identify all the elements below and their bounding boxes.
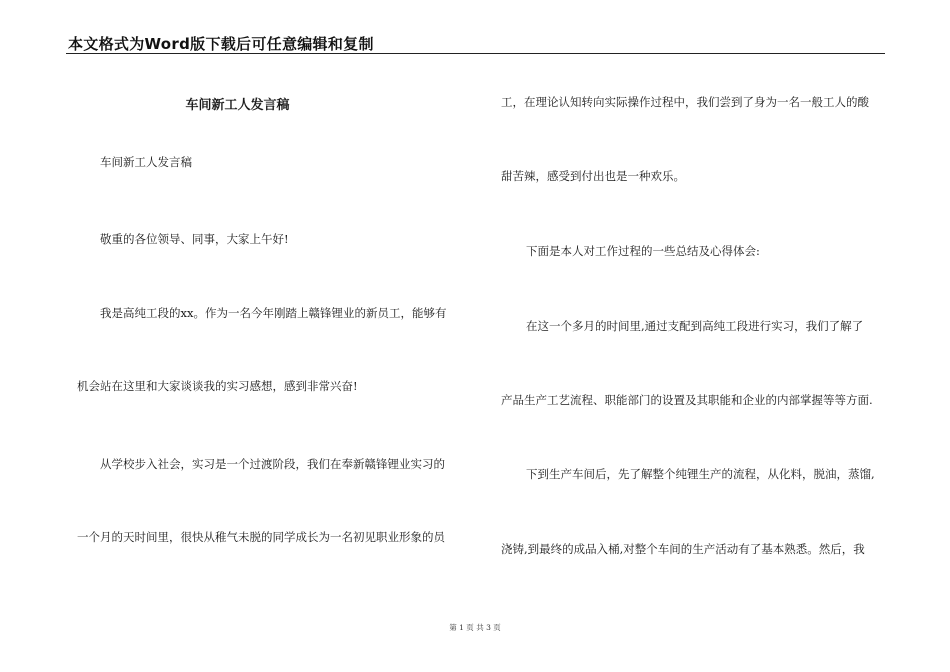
right-line-1: 工，在理论认知转向实际操作过程中，我们尝到了身为一名一般工人的酸 [501, 95, 869, 109]
right-line-4: 在这一个多月的时间里,通过支配到高纯工段进行实习，我们了解了 [526, 319, 864, 333]
left-line-3: 我是高纯工段的xx。作为一名今年刚踏上赣锋锂业的新员工，能够有 [100, 306, 447, 320]
right-line-5: 产品生产工艺流程、职能部门的设置及其职能和企业的内部掌握等等方面. [501, 393, 873, 407]
document-title: 车间新工人发言稿 [185, 98, 290, 113]
left-line-4: 机会站在这里和大家谈谈我的实习感想，感到非常兴奋! [77, 379, 358, 393]
document-banner: 本文格式为Word版下载后可任意编辑和复制 [68, 35, 374, 53]
right-line-3: 下面是本人对工作过程的一些总结及心得体会: [526, 244, 760, 258]
left-line-6: 一个月的天时间里，很快从稚气未脱的同学成长为一名初见职业形象的员 [77, 530, 445, 544]
right-line-7: 浇铸,到最终的成品入桶,对整个车间的生产活动有了基本熟悉。然后，我 [501, 542, 865, 556]
page-footer: 第 1 页 共 3 页 [449, 623, 501, 632]
banner-divider [66, 53, 885, 54]
right-line-2: 甜苦辣，感受到付出也是一种欢乐。 [501, 169, 685, 183]
right-line-6: 下到生产车间后，先了解整个纯锂生产的流程，从化料，脱油，蒸馏, [526, 467, 875, 481]
left-line-2: 敬重的各位领导、同事，大家上午好! [100, 232, 289, 246]
left-line-1: 车间新工人发言稿 [100, 155, 192, 169]
left-line-5: 从学校步入社会，实习是一个过渡阶段，我们在奉新赣锋锂业实习的 [100, 457, 445, 471]
